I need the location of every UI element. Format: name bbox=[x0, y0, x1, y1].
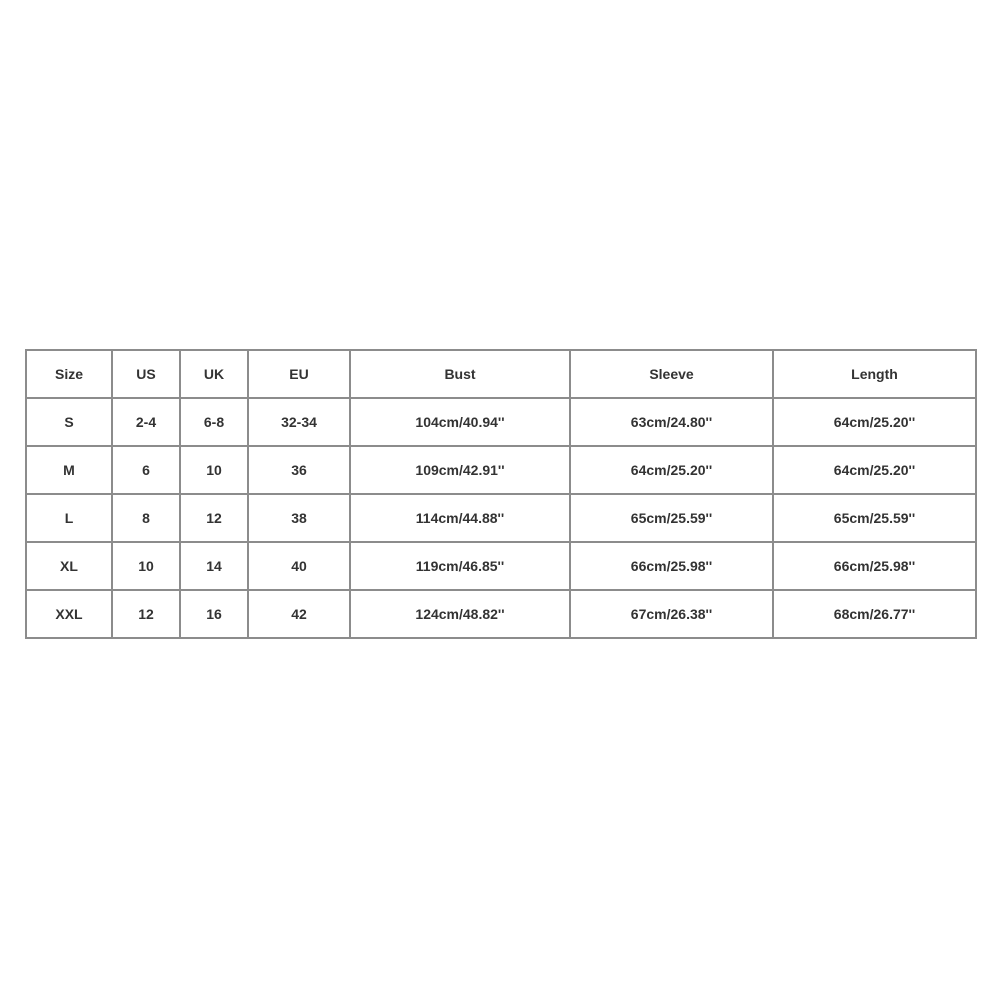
cell-us: 10 bbox=[112, 542, 180, 590]
header-size: Size bbox=[26, 350, 112, 398]
cell-size: S bbox=[26, 398, 112, 446]
cell-us: 2-4 bbox=[112, 398, 180, 446]
cell-us: 12 bbox=[112, 590, 180, 638]
header-eu: EU bbox=[248, 350, 350, 398]
table-row bbox=[26, 494, 976, 542]
cell-length: 64cm/25.20'' bbox=[773, 398, 976, 446]
header-bust: Bust bbox=[350, 350, 570, 398]
cell-us: 8 bbox=[112, 494, 180, 542]
cell-eu: 32-34 bbox=[248, 398, 350, 446]
cell-sleeve: 65cm/25.59'' bbox=[570, 494, 773, 542]
cell-us: 6 bbox=[112, 446, 180, 494]
cell-sleeve: 67cm/26.38'' bbox=[570, 590, 773, 638]
cell-length: 64cm/25.20'' bbox=[773, 446, 976, 494]
cell-sleeve: 64cm/25.20'' bbox=[570, 446, 773, 494]
header-length: Length bbox=[773, 350, 976, 398]
size-chart-body bbox=[26, 398, 976, 638]
header-uk: UK bbox=[180, 350, 248, 398]
cell-sleeve: 63cm/24.80'' bbox=[570, 398, 773, 446]
table-row bbox=[26, 590, 976, 638]
table-row bbox=[26, 446, 976, 494]
cell-bust: 104cm/40.94'' bbox=[350, 398, 570, 446]
cell-uk: 10 bbox=[180, 446, 248, 494]
cell-bust: 109cm/42.91'' bbox=[350, 446, 570, 494]
cell-bust: 124cm/48.82'' bbox=[350, 590, 570, 638]
cell-uk: 14 bbox=[180, 542, 248, 590]
cell-uk: 6-8 bbox=[180, 398, 248, 446]
cell-sleeve: 66cm/25.98'' bbox=[570, 542, 773, 590]
cell-eu: 40 bbox=[248, 542, 350, 590]
size-chart-header bbox=[26, 350, 976, 398]
cell-bust: 114cm/44.88'' bbox=[350, 494, 570, 542]
cell-size: XL bbox=[26, 542, 112, 590]
cell-eu: 36 bbox=[248, 446, 350, 494]
cell-eu: 38 bbox=[248, 494, 350, 542]
cell-bust: 119cm/46.85'' bbox=[350, 542, 570, 590]
cell-size: M bbox=[26, 446, 112, 494]
cell-length: 68cm/26.77'' bbox=[773, 590, 976, 638]
size-chart-table bbox=[25, 349, 977, 639]
cell-length: 66cm/25.98'' bbox=[773, 542, 976, 590]
header-row bbox=[26, 350, 976, 398]
header-us: US bbox=[112, 350, 180, 398]
cell-size: XXL bbox=[26, 590, 112, 638]
header-sleeve: Sleeve bbox=[570, 350, 773, 398]
table-row bbox=[26, 398, 976, 446]
cell-uk: 12 bbox=[180, 494, 248, 542]
table-row bbox=[26, 542, 976, 590]
cell-eu: 42 bbox=[248, 590, 350, 638]
cell-size: L bbox=[26, 494, 112, 542]
cell-length: 65cm/25.59'' bbox=[773, 494, 976, 542]
cell-uk: 16 bbox=[180, 590, 248, 638]
